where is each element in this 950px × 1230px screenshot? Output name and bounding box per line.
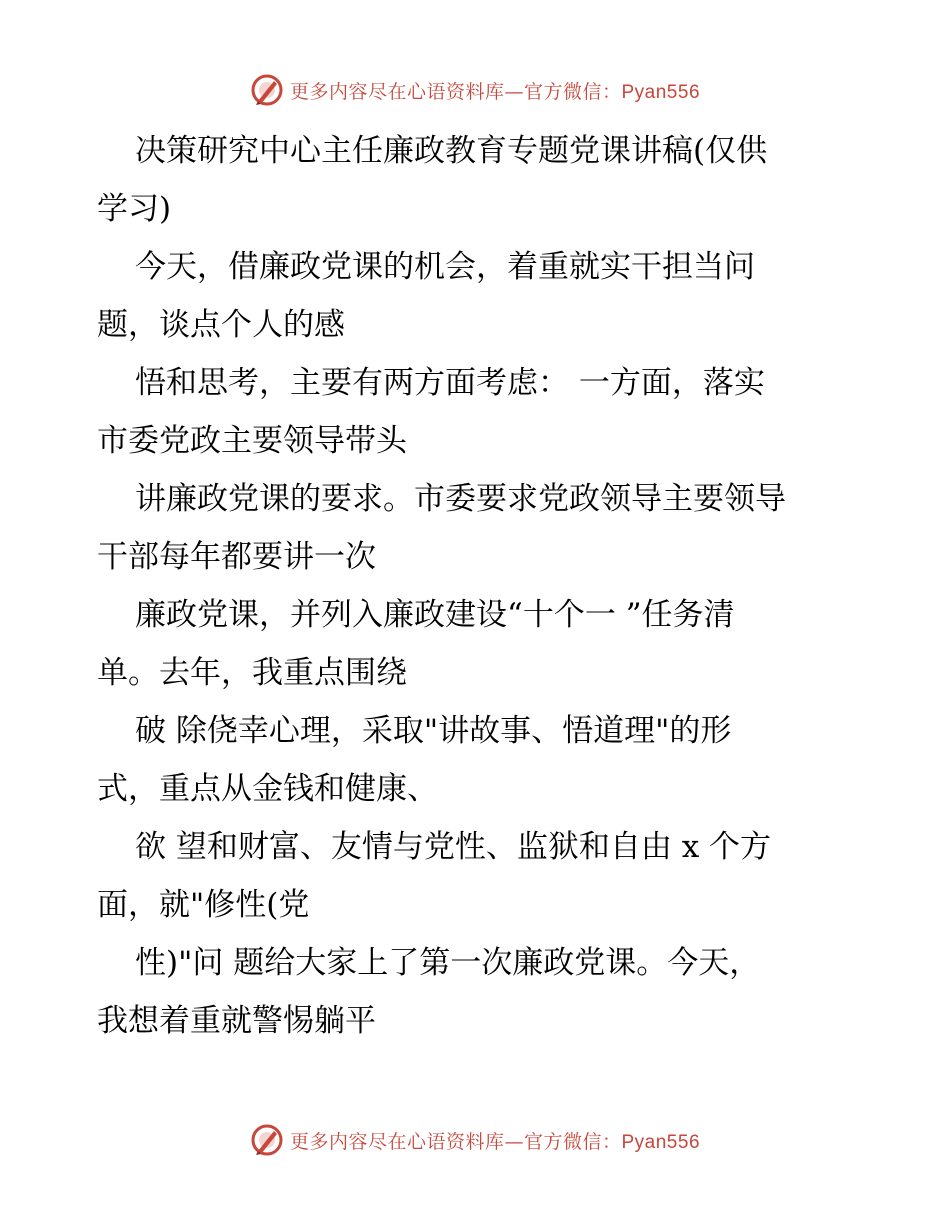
paragraph-line: 廉政党课，并列入廉政建设“十个一 ”任务清 — [135, 597, 735, 633]
paragraph — [97, 122, 867, 238]
watermark-middle: 官方微信： — [523, 80, 622, 103]
paragraph-line: 学习) — [97, 191, 172, 227]
paragraph-line: 决策研究中心主任廉政教育专题党课讲稿(仅供 — [135, 133, 768, 169]
footer-watermark — [0, 1120, 950, 1160]
paragraph-line: 我想着重就警惕躺平 — [97, 1003, 376, 1039]
watermark-text — [290, 1127, 700, 1154]
paragraph-line: 式，重点从金钱和健康、 — [97, 771, 438, 807]
paragraph — [97, 586, 867, 702]
paragraph — [97, 238, 867, 354]
watermark-middle: 官方微信： — [523, 1130, 622, 1153]
paragraph-line: 单。去年，我重点围绕 — [97, 655, 407, 691]
watermark-dash: — — [504, 1130, 524, 1153]
paragraph-line: 干部每年都要讲一次 — [97, 539, 376, 575]
paragraph-line: 性)"问 题给大家上了第一次廉政党课。今天， — [135, 945, 761, 981]
paragraph — [97, 818, 867, 934]
paragraph-line: 悟和思考，主要有两方面考虑： 一方面，落实 — [135, 365, 765, 401]
paragraph — [97, 934, 867, 1050]
pen-logo-icon — [250, 1123, 284, 1157]
watermark-text — [290, 77, 700, 104]
watermark-id: Pyan556 — [621, 1131, 701, 1153]
pen-logo-icon — [250, 73, 284, 107]
paragraph — [97, 702, 867, 818]
paragraph — [97, 470, 867, 586]
paragraph-line: 讲廉政党课的要求。市委要求党政领导主要领导 — [135, 481, 786, 517]
header-watermark — [0, 70, 950, 110]
paragraph-line: 欲 望和财富、友情与党性、监狱和自由 x 个方 — [135, 829, 772, 865]
paragraph-line: 题，谈点个人的感 — [97, 307, 345, 343]
watermark-dash: — — [504, 80, 524, 103]
paragraph-line: 今天，借廉政党课的机会，着重就实干担当问 — [135, 249, 755, 285]
watermark-prefix: 更多内容尽在心语资料库 — [289, 1130, 505, 1153]
watermark-prefix: 更多内容尽在心语资料库 — [289, 80, 505, 103]
watermark-id: Pyan556 — [621, 81, 701, 103]
paragraph — [97, 354, 867, 470]
document-body — [97, 122, 867, 1050]
paragraph-line: 破 除侥幸心理，采取"讲故事、悟道理"的形 — [135, 713, 732, 749]
paragraph-line: 面，就"修性(党 — [97, 887, 310, 923]
paragraph-line: 市委党政主要领导带头 — [97, 423, 407, 459]
